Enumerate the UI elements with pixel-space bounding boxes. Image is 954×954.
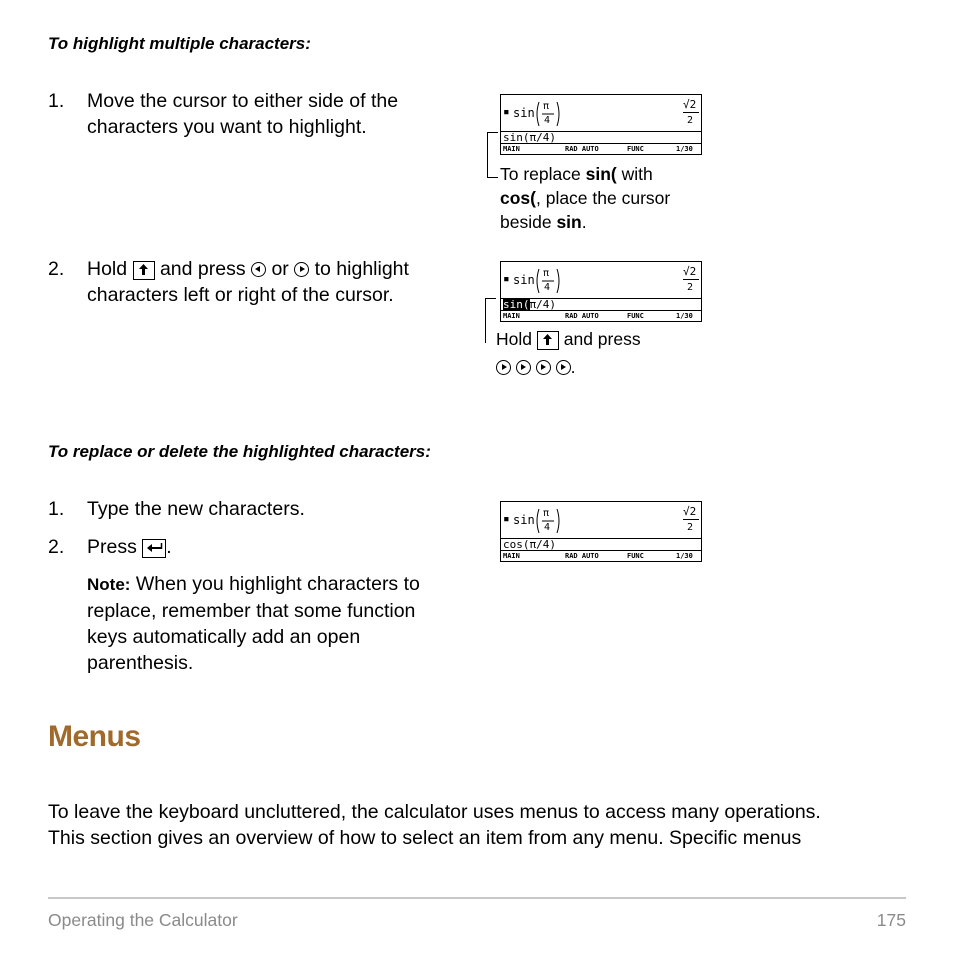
and-press-label: and press bbox=[159, 258, 246, 280]
menus-line: To leave the keyboard uncluttered, the calculator uses menus to access many operations. bbox=[48, 801, 821, 823]
right-arrow-icon bbox=[516, 360, 531, 375]
entry-line bbox=[501, 538, 701, 551]
shift-key-icon bbox=[133, 261, 155, 280]
section-heading-highlight: To highlight multiple characters: bbox=[48, 34, 311, 53]
step-number: 1. bbox=[48, 90, 65, 112]
caption-2 bbox=[496, 327, 641, 379]
to-highlight-label: to highlight bbox=[314, 258, 409, 280]
page-number: 175 bbox=[876, 910, 906, 930]
menus-paragraph bbox=[48, 799, 918, 851]
caption-text: beside bbox=[500, 212, 557, 232]
note-line: parenthesis. bbox=[87, 652, 194, 674]
pi-numerator: π bbox=[543, 268, 550, 279]
entry-func: sin( bbox=[503, 131, 530, 144]
caption-bold: sin bbox=[556, 212, 582, 232]
result-den: 2 bbox=[687, 282, 694, 293]
note-block bbox=[87, 571, 487, 676]
caption-text: To replace bbox=[500, 164, 586, 184]
status-count: 1/30 bbox=[676, 552, 693, 560]
status-bar bbox=[501, 145, 701, 154]
bullet-icon: ▪ bbox=[503, 272, 510, 285]
right-arrow-icon bbox=[496, 360, 511, 375]
entry-args: π/4) bbox=[529, 131, 556, 144]
press-label: Press bbox=[87, 536, 137, 558]
entry-line bbox=[501, 298, 701, 311]
note-line: keys automatically add an open bbox=[87, 626, 361, 648]
entry-line bbox=[501, 131, 701, 144]
step-number: 1. bbox=[48, 498, 65, 520]
status-count: 1/30 bbox=[676, 312, 693, 320]
caption-bold: cos( bbox=[500, 188, 536, 208]
bullet-icon: ▪ bbox=[503, 105, 510, 118]
step-2-line1 bbox=[87, 256, 467, 282]
status-count: 1/30 bbox=[676, 145, 693, 153]
entry-func: cos( bbox=[503, 538, 530, 551]
caption-bracket bbox=[485, 298, 496, 343]
or-label: or bbox=[271, 258, 289, 280]
func-text: sin bbox=[513, 273, 535, 287]
step-1-text bbox=[87, 88, 398, 140]
status-func: FUNC bbox=[627, 552, 644, 560]
right-arrow-icon bbox=[556, 360, 571, 375]
status-mode: RAD AUTO bbox=[565, 145, 599, 153]
menus-title: Menus bbox=[48, 720, 141, 753]
enter-key-icon bbox=[142, 539, 166, 558]
step-type-text: Type the new characters. bbox=[87, 498, 305, 520]
menus-line: This section gives an overview of how to select an item from any menu. Specific menus bbox=[48, 827, 802, 849]
status-main: MAIN bbox=[503, 312, 520, 320]
caption-text: . bbox=[570, 357, 576, 377]
note-label: Note: bbox=[87, 575, 131, 594]
history-area bbox=[501, 262, 701, 299]
note-line: When you highlight characters to bbox=[135, 573, 420, 595]
step-2-text bbox=[87, 256, 467, 308]
step-2-line2: characters left or right of the cursor. bbox=[87, 284, 394, 306]
result-den: 2 bbox=[687, 522, 694, 533]
caption-text: . bbox=[581, 212, 587, 232]
step-number: 2. bbox=[48, 536, 65, 558]
history-area bbox=[501, 95, 701, 132]
right-arrow-icon bbox=[294, 262, 309, 277]
status-main: MAIN bbox=[503, 145, 520, 153]
caption-1 bbox=[500, 162, 670, 234]
denominator: 4 bbox=[544, 522, 551, 533]
status-func: FUNC bbox=[627, 145, 644, 153]
hold-label: Hold bbox=[87, 258, 128, 280]
result-root: √2 bbox=[683, 98, 697, 111]
caption-text: Hold bbox=[496, 329, 532, 349]
pi-numerator: π bbox=[543, 508, 550, 519]
calculator-screen-1 bbox=[500, 94, 702, 155]
bullet-icon: ▪ bbox=[503, 512, 510, 525]
right-arrow-icon bbox=[536, 360, 551, 375]
section-heading-replace: To replace or delete the highlighted characters: bbox=[48, 442, 431, 461]
shift-key-icon bbox=[537, 331, 559, 350]
footer-chapter: Operating the Calculator bbox=[48, 910, 238, 930]
status-bar bbox=[501, 312, 701, 321]
calculator-screen-3 bbox=[500, 501, 702, 562]
func-text: sin bbox=[513, 106, 535, 120]
status-mode: RAD AUTO bbox=[565, 312, 599, 320]
status-main: MAIN bbox=[503, 552, 520, 560]
status-mode: RAD AUTO bbox=[565, 552, 599, 560]
caption-bracket bbox=[487, 132, 498, 178]
status-func: FUNC bbox=[627, 312, 644, 320]
status-bar bbox=[501, 552, 701, 561]
caption-bold: sin( bbox=[585, 164, 617, 184]
press-end: . bbox=[166, 536, 172, 558]
entry-args: π/4) bbox=[529, 298, 556, 311]
step-1-line2: characters you want to highlight. bbox=[87, 116, 367, 138]
denominator: 4 bbox=[544, 115, 551, 126]
caption-text: with bbox=[616, 164, 653, 184]
history-area bbox=[501, 502, 701, 539]
result-root: √2 bbox=[683, 265, 697, 278]
caption-text: , place the cursor bbox=[535, 188, 671, 208]
step-press-text bbox=[87, 534, 172, 560]
entry-func-highlighted: sin( bbox=[503, 298, 530, 311]
result-den: 2 bbox=[687, 115, 694, 126]
func-text: sin bbox=[513, 513, 535, 527]
denominator: 4 bbox=[544, 282, 551, 293]
caption-text: and press bbox=[563, 329, 641, 349]
footer-divider bbox=[48, 897, 906, 899]
left-arrow-icon bbox=[251, 262, 266, 277]
step-number: 2. bbox=[48, 258, 65, 280]
pi-numerator: π bbox=[543, 101, 550, 112]
calculator-screen-2 bbox=[500, 261, 702, 322]
result-root: √2 bbox=[683, 505, 697, 518]
step-1-line1: Move the cursor to either side of the bbox=[87, 90, 399, 112]
entry-args: π/4) bbox=[529, 538, 556, 551]
note-line: replace, remember that some function bbox=[87, 600, 416, 622]
